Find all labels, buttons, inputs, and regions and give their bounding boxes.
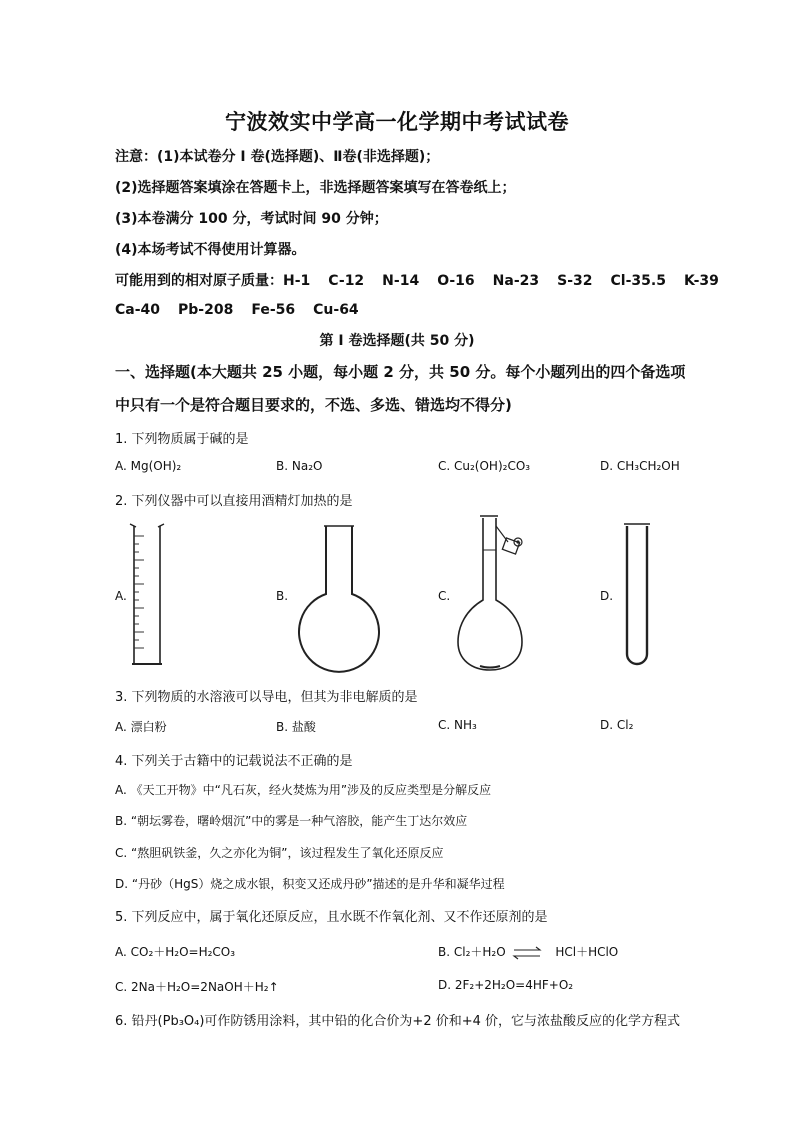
question-3-option-c: C. NH₃: [438, 718, 477, 732]
question-4-option-a: A. 《天工开物》中“凡石灰，经火焚炼为用”涉及的反应类型是分解反应: [115, 783, 492, 797]
atomic-mass-line-2: [115, 302, 377, 318]
atomic-mass-item: Na-23: [492, 273, 540, 289]
question-5-option-b-left: B. Cl₂＋H₂O: [438, 945, 506, 959]
question-1-option-a: A. Mg(OH)₂: [115, 459, 182, 473]
atomic-mass-label: 可能用到的相对原子质量：: [115, 273, 283, 289]
atomic-mass-item: S-32: [557, 273, 593, 289]
atomic-mass-line-1: [115, 270, 719, 290]
question-4-option-b: B. “朝坛雾卷，曙岭烟沉”中的雾是一种气溶胶，能产生丁达尔效应: [115, 814, 468, 828]
note-line-3: (3)本卷满分 100 分，考试时间 90 分钟；: [115, 211, 388, 227]
part-heading-line-2: 中只有一个是符合题目要求的，不选、多选、错选均不得分): [115, 396, 512, 414]
atomic-mass-item: Pb-208: [178, 302, 234, 318]
question-3-stem: 3. 下列物质的水溶液可以导电，但其为非电解质的是: [115, 690, 418, 705]
atomic-mass-item: Cl-35.5: [610, 273, 666, 289]
question-3-option-b: B. 盐酸: [276, 720, 316, 734]
atomic-mass-item: H-1: [283, 273, 311, 289]
question-4-option-c: C. “熬胆矾铁釜，久之亦化为铜”，该过程发生了氧化还原反应: [115, 846, 444, 860]
question-5-stem: 5. 下列反应中，属于氧化还原反应，且水既不作氧化剂、又不作还原剂的是: [115, 910, 548, 925]
question-4-option-d: D. “丹砂（HgS）烧之成水银，积变又还成丹砂”描述的是升华和凝华过程: [115, 877, 505, 891]
graduated-cylinder-icon: [128, 522, 168, 672]
question-2-label-d: D.: [600, 589, 614, 603]
question-1-option-b: B. Na₂O: [276, 459, 323, 473]
question-3-option-d: D. Cl₂: [600, 718, 634, 732]
question-1-option-d: D. CH₃CH₂OH: [600, 459, 680, 473]
test-tube-icon: [620, 520, 660, 674]
question-5-option-b-right: HCl＋HClO: [555, 945, 619, 959]
page-title: 宁波效实中学高一化学期中考试试卷: [225, 110, 569, 134]
note-line-1: 注意：(1)本试卷分 I 卷(选择题)、Ⅱ卷(非选择题)；: [115, 149, 440, 165]
atomic-mass-item: Fe-56: [251, 302, 296, 318]
question-5-option-d: D. 2F₂+2H₂O=4HF+O₂: [438, 978, 574, 992]
reversible-arrow-icon: [510, 946, 552, 960]
section-title: 第 I 卷选择题(共 50 分): [319, 333, 475, 349]
atomic-mass-item: N-14: [382, 273, 420, 289]
question-2-stem: 2. 下列仪器中可以直接用酒精灯加热的是: [115, 494, 353, 509]
atomic-mass-item: Ca-40: [115, 302, 161, 318]
question-5-option-c: C. 2Na＋H₂O=2NaOH＋H₂↑: [115, 980, 279, 994]
atomic-mass-item: C-12: [328, 273, 365, 289]
question-4-stem: 4. 下列关于古籍中的记载说法不正确的是: [115, 754, 353, 769]
question-5-option-a: A. CO₂＋H₂O=H₂CO₃: [115, 945, 236, 959]
atomic-mass-item: Cu-64: [313, 302, 359, 318]
volumetric-flask-icon: [456, 514, 546, 678]
note-line-2: (2)选择题答案填涂在答题卡上，非选择题答案填写在答卷纸上；: [115, 180, 516, 196]
question-2-label-a: A.: [115, 589, 127, 603]
question-2-label-b: B.: [276, 589, 289, 603]
question-1-stem: 1. 下列物质属于碱的是: [115, 432, 249, 447]
note-line-4: (4)本场考试不得使用计算器。: [115, 242, 306, 258]
question-6-stem: 6. 铅丹(Pb₃O₄)可作防锈用涂料，其中铅的化合价为+2 价和+4 价，它与浓盐酸反应的化学方程式: [115, 1014, 681, 1029]
atomic-mass-item: O-16: [437, 273, 475, 289]
atomic-mass-item: K-39: [683, 273, 719, 289]
question-5-option-b: [438, 943, 618, 960]
part-heading-line-1: 一、选择题(本大题共 25 小题，每小题 2 分，共 50 分。每个小题列出的四个备选项: [115, 363, 686, 381]
question-1-option-c: C. Cu₂(OH)₂CO₃: [438, 459, 531, 473]
question-2-label-c: C.: [438, 589, 451, 603]
round-bottom-flask-icon: [296, 522, 406, 678]
question-3-option-a: A. 漂白粉: [115, 720, 167, 734]
